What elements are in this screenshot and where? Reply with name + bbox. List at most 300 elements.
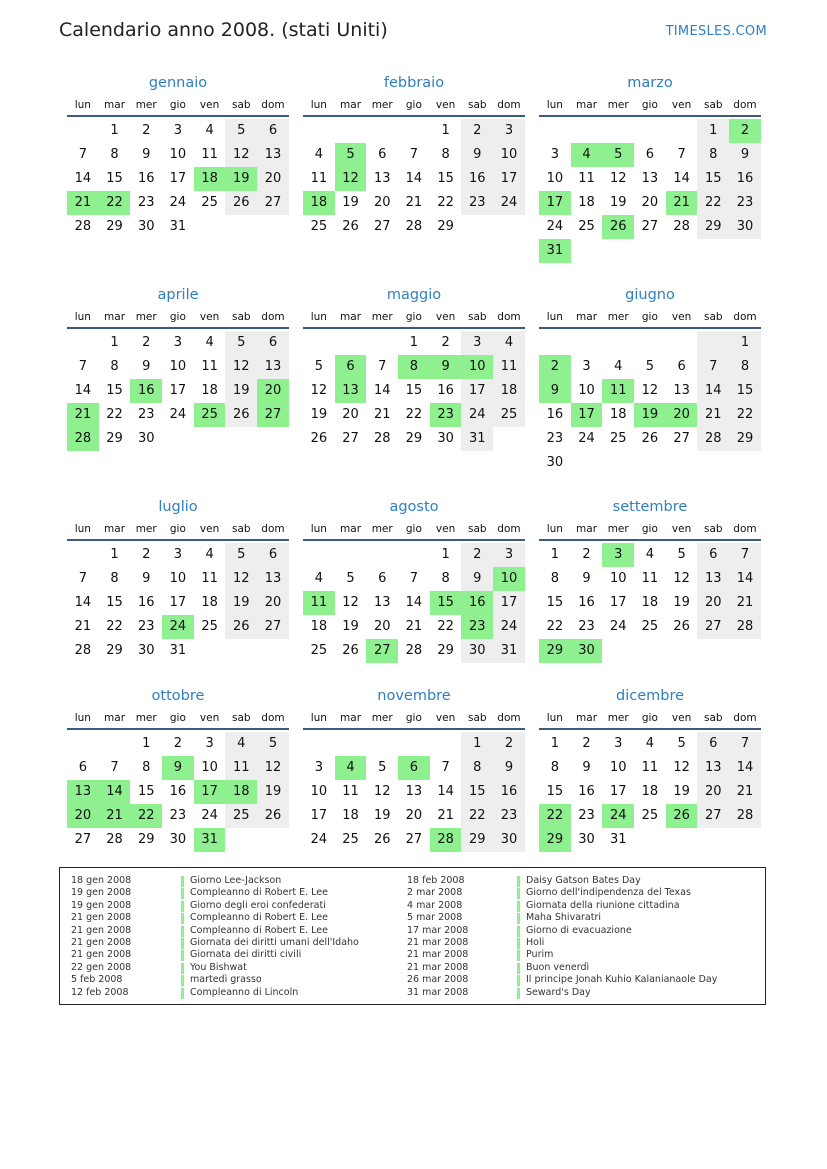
day: 16 [437,383,454,398]
day: 5 [677,736,686,751]
empty-day [602,451,634,475]
holiday-day: 18 [194,167,226,191]
empty-day [303,543,335,567]
day: 26 [225,403,257,427]
day: 25 [310,643,328,658]
weekday-label: ven [435,311,456,323]
empty-day [697,828,729,852]
legend-marker [517,888,520,899]
weekday-header [539,97,761,117]
day: 7 [697,355,729,379]
day: 22 [437,195,454,210]
day: 17 [493,167,525,191]
legend-holiday-name: Giornata della riunione cittadina [526,899,680,911]
day: 9 [461,143,493,167]
day: 29 [437,219,454,234]
day: 29 [461,828,493,852]
day-grid [67,543,289,663]
day: 14 [729,567,761,591]
holiday-day: 2 [539,355,571,379]
weekday-label: lun [310,712,327,724]
holiday-day: 26 [666,804,698,828]
day: 1 [110,547,119,562]
empty-day [493,427,525,451]
day: 26 [641,431,659,446]
holiday-day: 13 [67,780,99,804]
day-grid [539,331,761,475]
weekday-label: dom [733,311,757,323]
day: 19 [609,195,627,210]
day: 18 [201,383,218,398]
day: 11 [201,147,218,162]
day: 3 [493,543,525,567]
day: 14 [74,595,92,610]
weekday-header [539,710,761,730]
weekday-label: sab [467,712,487,724]
weekday-label: gio [405,523,422,535]
month-title: maggio [386,287,442,303]
legend-marker [181,975,184,986]
empty-day [634,828,666,852]
weekday-label: mar [576,712,598,724]
day: 8 [697,143,729,167]
legend-holiday-name: Maha Shivaratri [526,912,602,924]
day: 12 [225,143,257,167]
empty-day [571,451,603,475]
day: 6 [697,543,729,567]
day: 1 [697,119,729,143]
month-title: agosto [389,499,439,515]
day: 27 [257,191,289,215]
legend-row [407,949,717,961]
empty-day [571,331,603,355]
day: 5 [225,119,257,143]
weekday-label: gio [169,311,186,323]
day: 3 [173,123,183,138]
empty-day [67,331,99,355]
holiday-day: 10 [493,567,525,591]
day: 31 [493,639,525,663]
weekday-header [539,309,761,329]
day: 14 [373,383,391,398]
weekday-label: mer [135,99,157,111]
day: 28 [697,427,729,451]
day: 28 [74,219,92,234]
day: 8 [142,760,151,775]
day: 21 [405,195,423,210]
day: 31 [461,427,493,451]
weekday-label: gio [641,523,658,535]
day: 23 [137,195,155,210]
month-title: dicembre [615,688,685,704]
holiday-day: 5 [335,143,367,167]
day: 14 [729,756,761,780]
day: 27 [257,615,289,639]
empty-day [335,119,367,143]
day: 1 [441,547,450,562]
day: 17 [461,379,493,403]
empty-day [225,215,257,239]
empty-day [666,451,698,475]
weekday-label: lun [310,523,327,535]
day: 21 [697,403,729,427]
empty-day [366,543,398,567]
day: 6 [378,571,387,586]
day: 29 [106,431,123,446]
day: 30 [546,455,564,470]
empty-day [666,828,698,852]
legend-date: 21 gen 2008 [71,924,132,936]
legend-holiday-name: Purim [526,949,554,961]
day: 7 [409,571,419,586]
weekday-label: sab [467,99,487,111]
day: 4 [225,732,257,756]
holiday-day: 28 [430,828,462,852]
day: 28 [405,643,423,658]
weekday-label: gio [641,99,658,111]
empty-day [729,239,761,263]
holiday-day: 16 [461,591,493,615]
holiday-day: 23 [430,403,462,427]
empty-day [303,331,335,355]
day: 3 [614,736,623,751]
holiday-day: 11 [303,591,335,615]
legend-date: 18 gen 2008 [71,875,132,886]
day: 11 [493,355,525,379]
day: 12 [310,383,328,398]
day: 23 [578,619,595,634]
holiday-day: 28 [67,427,99,451]
day: 5 [257,732,289,756]
day: 29 [137,832,155,847]
day: 26 [257,804,289,828]
legend-column-right [407,875,717,999]
day: 2 [461,119,493,143]
legend-holiday-name: Il principe Jonah Kuhio Kalanianaole Day [526,974,718,986]
month-title: settembre [612,499,688,515]
legend-date: 5 mar 2008 [407,912,463,924]
day: 7 [729,543,761,567]
day: 7 [110,760,119,775]
day: 2 [441,335,450,350]
day: 19 [342,195,359,210]
day: 28 [405,219,423,234]
weekday-label: lun [74,523,91,535]
month-title: gennaio [148,75,208,91]
weekday-label: dom [261,99,285,111]
empty-day [729,451,761,475]
holiday-day: 9 [162,756,194,780]
empty-day [162,427,194,451]
legend-date: 21 mar 2008 [407,936,469,948]
day: 22 [405,407,423,422]
day: 15 [106,383,123,398]
weekday-label: dom [497,712,521,724]
day: 2 [461,543,493,567]
empty-day [398,732,430,756]
day: 19 [673,784,690,799]
day: 12 [641,383,659,398]
day: 27 [373,219,391,234]
empty-day [539,119,571,143]
day: 6 [78,760,87,775]
day: 30 [137,219,155,234]
day: 13 [641,171,659,186]
weekday-header [303,710,525,730]
day: 25 [201,195,218,210]
day: 22 [106,407,123,422]
legend-date: 21 gen 2008 [71,912,132,924]
day: 25 [201,619,218,634]
day: 30 [437,431,454,446]
day: 23 [546,431,564,446]
day: 25 [342,832,359,847]
legend-marker [517,963,520,974]
weekday-label: gio [169,99,186,111]
month-maggio [303,285,525,451]
day: 19 [257,780,289,804]
day: 15 [405,383,423,398]
day: 15 [461,780,493,804]
day-grid [67,119,289,239]
day: 4 [314,571,323,586]
day: 15 [106,171,123,186]
day: 19 [342,619,359,634]
day: 1 [461,732,493,756]
day: 19 [310,407,328,422]
weekday-label: dom [261,311,285,323]
weekday-label: mar [340,99,362,111]
day: 21 [405,619,423,634]
day: 5 [677,547,686,562]
weekday-label: mar [576,311,598,323]
weekday-header [67,309,289,329]
day: 26 [225,615,257,639]
day: 14 [405,595,423,610]
day: 30 [729,215,761,239]
day: 17 [169,595,187,610]
day: 5 [314,359,323,374]
month-title: marzo [627,75,673,91]
holiday-day: 14 [99,780,131,804]
day: 8 [550,571,559,586]
legend-date: 21 mar 2008 [407,949,469,961]
holiday-day: 15 [430,591,462,615]
day: 27 [673,431,690,446]
holiday-day: 19 [634,403,666,427]
day: 20 [373,195,391,210]
day: 4 [493,331,525,355]
day: 23 [578,808,595,823]
empty-day [303,732,335,756]
holiday-day: 22 [539,804,571,828]
day: 15 [106,595,123,610]
day: 20 [405,808,423,823]
empty-day [461,215,493,239]
empty-day [398,543,430,567]
holiday-day: 20 [666,403,698,427]
weekday-label: lun [74,311,91,323]
weekday-label: mer [607,311,629,323]
holiday-day: 22 [130,804,162,828]
day: 15 [137,784,155,799]
holiday-day: 20 [257,379,289,403]
day: 13 [697,567,729,591]
day: 29 [106,643,123,658]
empty-day [335,732,367,756]
empty-day [366,331,398,355]
day: 29 [405,431,423,446]
empty-day [729,828,761,852]
day: 24 [310,832,328,847]
day: 19 [225,591,257,615]
weekday-label: ven [435,712,456,724]
day: 4 [645,547,655,562]
day: 2 [142,547,151,562]
legend-holiday-name: Giorno dell'indipendenza del Texas [526,887,691,899]
holiday-day: 31 [539,239,571,263]
holiday-day: 21 [99,804,131,828]
day: 24 [461,403,493,427]
weekday-label: lun [310,99,327,111]
holiday-day: 29 [539,639,571,663]
day: 7 [677,147,686,162]
day: 9 [461,567,493,591]
day: 25 [641,808,659,823]
weekday-label: sab [703,523,723,535]
brand-link[interactable]: TIMESLES.COM [665,24,767,39]
legend-marker [181,988,184,999]
empty-day [67,119,99,143]
day: 14 [697,379,729,403]
day: 23 [137,407,155,422]
weekday-header [303,521,525,541]
day: 24 [493,191,525,215]
day: 15 [546,784,564,799]
holiday-day: 19 [225,167,257,191]
weekday-label: mer [371,712,393,724]
legend-date: 21 gen 2008 [71,949,132,961]
holiday-day: 27 [257,403,289,427]
day: 13 [405,784,423,799]
legend-date: 12 feb 2008 [71,986,129,998]
legend-row [71,900,359,912]
day: 15 [437,171,454,186]
weekday-label: sab [467,311,487,323]
day: 28 [673,219,690,234]
day: 20 [641,195,659,210]
legend-marker [517,901,520,912]
empty-day [697,239,729,263]
empty-day [225,639,257,663]
empty-day [67,543,99,567]
day: 20 [373,619,391,634]
day: 5 [225,543,257,567]
day: 22 [697,191,729,215]
weekday-label: sab [231,99,251,111]
day: 23 [493,804,525,828]
month-marzo [539,73,761,263]
day: 18 [310,619,328,634]
day: 3 [461,331,493,355]
day: 6 [257,119,289,143]
weekday-label: dom [733,712,757,724]
holiday-day: 16 [130,379,162,403]
day: 5 [346,571,355,586]
day: 19 [673,595,690,610]
day: 30 [578,832,595,847]
empty-day [366,732,398,756]
day: 15 [697,167,729,191]
holiday-day: 29 [539,828,571,852]
day: 12 [225,355,257,379]
legend-holiday-name: Giornata dei diritti civili [190,949,302,961]
day: 16 [493,780,525,804]
day: 28 [74,643,92,658]
weekday-label: mer [135,523,157,535]
day: 14 [74,383,92,398]
day: 4 [205,335,214,350]
day: 21 [373,407,391,422]
weekday-label: mar [104,99,126,111]
day: 13 [257,143,289,167]
day: 27 [342,431,359,446]
page-title: Calendario anno 2008. (stati Uniti) [59,19,388,41]
day: 20 [342,407,359,422]
legend-marker [181,888,184,899]
day: 23 [729,191,761,215]
day: 8 [461,756,493,780]
legend-date: 18 feb 2008 [407,875,465,886]
weekday-label: mar [104,311,126,323]
day: 10 [169,359,187,374]
empty-day [194,427,226,451]
holiday-day: 18 [303,191,335,215]
day: 24 [169,407,187,422]
weekday-label: ven [199,712,220,724]
day-grid [303,732,525,852]
day: 16 [546,407,564,422]
day: 25 [310,219,328,234]
weekday-label: ven [671,311,692,323]
legend-marker [181,950,184,961]
legend-holiday-name: martedì grasso [190,974,262,986]
weekday-label: mer [135,712,157,724]
weekday-label: gio [405,712,422,724]
day: 24 [493,615,525,639]
day: 2 [582,547,591,562]
legend-date: 22 gen 2008 [71,961,132,973]
day: 30 [461,639,493,663]
day-grid [539,732,761,852]
day: 7 [78,147,87,162]
empty-day [697,331,729,355]
day: 13 [257,567,289,591]
day: 3 [582,359,591,374]
empty-day [697,639,729,663]
day: 1 [441,123,450,138]
legend-date: 2 mar 2008 [407,887,463,899]
day: 29 [697,215,729,239]
month-settembre [539,497,761,663]
day: 17 [169,171,187,186]
legend-row [71,925,359,937]
legend-column-left [71,875,359,999]
day: 31 [609,832,627,847]
empty-day [194,639,226,663]
holiday-day: 20 [67,804,99,828]
weekday-label: sab [231,712,251,724]
